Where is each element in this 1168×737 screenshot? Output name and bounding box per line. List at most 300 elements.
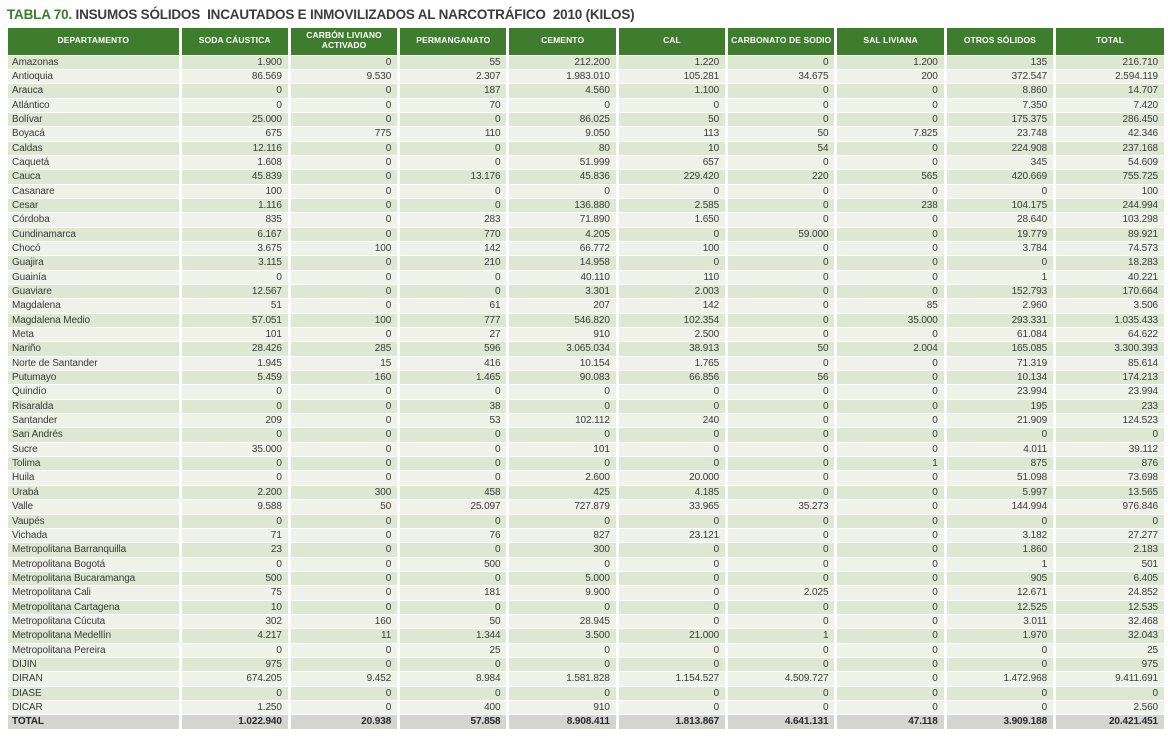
table-cell: 3.909.188: [945, 715, 1054, 729]
table-cell: 13.565: [1055, 485, 1164, 499]
row-label: Atlántico: [8, 98, 180, 112]
table-cell: 0: [617, 686, 726, 700]
table-cell: 0: [727, 686, 836, 700]
table-cell: 0: [727, 514, 836, 528]
table-cell: 1.465: [399, 371, 508, 385]
table-cell: 0: [836, 155, 945, 169]
table-cell: 2.585: [617, 198, 726, 212]
table-row-norte-de-santander: [8, 356, 1164, 370]
row-label: Amazonas: [8, 55, 180, 69]
table-row-amazonas: [8, 55, 1164, 69]
table-row-sucre: [8, 442, 1164, 456]
table-cell: 3.300.393: [1055, 342, 1164, 356]
table-cell: 0: [727, 299, 836, 313]
table-row-dijin: [8, 657, 1164, 671]
table-cell: 0: [180, 514, 289, 528]
row-label: Metropolitana Barranquilla: [8, 543, 180, 557]
table-cell: 195: [945, 399, 1054, 413]
table-cell: 25: [399, 643, 508, 657]
table-cell: 35.000: [836, 313, 945, 327]
table-cell: 0: [617, 514, 726, 528]
table-cell: 0: [836, 686, 945, 700]
row-label: Vichada: [8, 528, 180, 542]
table-row-antioquia: [8, 69, 1164, 83]
table-cell: 4.217: [180, 629, 289, 643]
table-cell: 1.022.940: [180, 715, 289, 729]
table-row-metropolitana-cali: [8, 586, 1164, 600]
table-cell: 7.350: [945, 98, 1054, 112]
table-cell: 0: [180, 471, 289, 485]
column-header-permanganato: PERMANGANATO: [399, 28, 508, 55]
table-row-cesar: [8, 198, 1164, 212]
table-cell: 0: [727, 528, 836, 542]
table-cell: 71.890: [508, 213, 617, 227]
row-label: Metropolitana Bogotá: [8, 557, 180, 571]
table-row-narino: [8, 342, 1164, 356]
table-cell: 1.765: [617, 356, 726, 370]
table-cell: 0: [289, 270, 398, 284]
table-cell: 75: [180, 586, 289, 600]
row-label: Metropolitana Bucaramanga: [8, 571, 180, 585]
table-cell: 7.420: [1055, 98, 1164, 112]
table-cell: 3.011: [945, 614, 1054, 628]
table-cell: 0: [617, 227, 726, 241]
table-cell: 216.710: [1055, 55, 1164, 69]
row-label: Putumayo: [8, 371, 180, 385]
table-cell: 674.205: [180, 672, 289, 686]
table-cell: 200: [836, 69, 945, 83]
table-cell: 0: [617, 643, 726, 657]
table-cell: 0: [180, 399, 289, 413]
table-cell: 0: [180, 686, 289, 700]
table-cell: 0: [727, 184, 836, 198]
table-cell: 40.110: [508, 270, 617, 284]
table-cell: 975: [180, 657, 289, 671]
table-row-huila: [8, 471, 1164, 485]
table-cell: 9.452: [289, 672, 398, 686]
table-cell: 0: [727, 399, 836, 413]
table-cell: 775: [289, 127, 398, 141]
table-cell: 0: [289, 84, 398, 98]
table-cell: 0: [289, 700, 398, 714]
row-label: Arauca: [8, 84, 180, 98]
row-label: DICAR: [8, 700, 180, 714]
table-cell: 14.707: [1055, 84, 1164, 98]
table-cell: 45.836: [508, 170, 617, 184]
table-cell: 19.779: [945, 227, 1054, 241]
table-cell: 0: [289, 98, 398, 112]
table-cell: 0: [727, 643, 836, 657]
table-cell: 0: [289, 213, 398, 227]
table-cell: 0: [727, 84, 836, 98]
table-cell: 25: [1055, 643, 1164, 657]
table-body: [8, 55, 1164, 729]
table-cell: 905: [945, 571, 1054, 585]
table-cell: 420.669: [945, 170, 1054, 184]
table-cell: 10: [617, 141, 726, 155]
table-cell: 40.221: [1055, 270, 1164, 284]
table-cell: 0: [508, 428, 617, 442]
table-row-arauca: [8, 84, 1164, 98]
table-cell: 50: [727, 342, 836, 356]
table-cell: 10.154: [508, 356, 617, 370]
row-label: Metropolitana Cúcuta: [8, 614, 180, 628]
table-cell: 2.600: [508, 471, 617, 485]
row-label: Chocó: [8, 241, 180, 255]
table-cell: 0: [836, 414, 945, 428]
table-cell: 9.530: [289, 69, 398, 83]
row-label: Magdalena: [8, 299, 180, 313]
table-cell: 210: [399, 256, 508, 270]
table-cell: 770: [399, 227, 508, 241]
table-cell: 0: [617, 399, 726, 413]
row-label: Valle: [8, 500, 180, 514]
row-label: Huila: [8, 471, 180, 485]
table-cell: 0: [945, 184, 1054, 198]
table-cell: 12.116: [180, 141, 289, 155]
table-cell: 0: [836, 543, 945, 557]
table-cell: 0: [508, 657, 617, 671]
table-cell: 50: [399, 614, 508, 628]
table-cell: 0: [508, 514, 617, 528]
table-row-cundinamarca: [8, 227, 1164, 241]
column-header-departamento: DEPARTAMENTO: [8, 28, 180, 55]
table-cell: 0: [836, 571, 945, 585]
table-cell: 100: [289, 241, 398, 255]
table-cell: 238: [836, 198, 945, 212]
table-cell: 300: [289, 485, 398, 499]
table-row-metropolitana-barranquilla: [8, 543, 1164, 557]
table-cell: 0: [836, 241, 945, 255]
table-cell: 0: [289, 399, 398, 413]
table-cell: 0: [617, 657, 726, 671]
table-cell: 85.614: [1055, 356, 1164, 370]
table-cell: 35.000: [180, 442, 289, 456]
row-label: Santander: [8, 414, 180, 428]
row-label: Sucre: [8, 442, 180, 456]
table-cell: 187: [399, 84, 508, 98]
table-cell: 105.281: [617, 69, 726, 83]
table-cell: 0: [727, 270, 836, 284]
table-cell: 38.913: [617, 342, 726, 356]
table-cell: 100: [1055, 184, 1164, 198]
table-cell: 244.994: [1055, 198, 1164, 212]
table-cell: 21.909: [945, 414, 1054, 428]
table-cell: 0: [836, 328, 945, 342]
table-cell: 0: [945, 514, 1054, 528]
table-cell: 400: [399, 700, 508, 714]
table-cell: 33.965: [617, 500, 726, 514]
table-cell: 71: [180, 528, 289, 542]
table-cell: 0: [508, 686, 617, 700]
table-cell: 5.997: [945, 485, 1054, 499]
table-cell: 0: [180, 457, 289, 471]
table-cell: 0: [727, 98, 836, 112]
table-cell: 2.200: [180, 485, 289, 499]
table-cell: 15: [289, 356, 398, 370]
table-cell: 0: [1055, 686, 1164, 700]
table-cell: 0: [508, 600, 617, 614]
table-cell: 0: [289, 686, 398, 700]
table-cell: 0: [399, 141, 508, 155]
table-cell: 240: [617, 414, 726, 428]
table-cell: 0: [1055, 428, 1164, 442]
table-cell: 0: [727, 614, 836, 628]
table-row-diase: [8, 686, 1164, 700]
header-row: [8, 28, 1164, 55]
table-cell: 73.698: [1055, 471, 1164, 485]
table-cell: 0: [836, 500, 945, 514]
table-header: [8, 28, 1164, 55]
row-label: San Andrés: [8, 428, 180, 442]
table-cell: 102.112: [508, 414, 617, 428]
table-cell: 0: [180, 270, 289, 284]
table-cell: 61.084: [945, 328, 1054, 342]
table-cell: 0: [836, 629, 945, 643]
table-cell: 0: [617, 184, 726, 198]
table-cell: 286.450: [1055, 112, 1164, 126]
table-cell: 212.200: [508, 55, 617, 69]
column-header-total: TOTAL: [1055, 28, 1164, 55]
table-number-label: TABLA 70.: [7, 7, 72, 22]
table-cell: 0: [836, 528, 945, 542]
table-cell: 1.472.968: [945, 672, 1054, 686]
table-cell: 54.609: [1055, 155, 1164, 169]
table-cell: 1.945: [180, 356, 289, 370]
table-cell: 372.547: [945, 69, 1054, 83]
table-cell: 24.852: [1055, 586, 1164, 600]
table-cell: 229.420: [617, 170, 726, 184]
table-cell: 976.846: [1055, 500, 1164, 514]
table-cell: 11: [289, 629, 398, 643]
table-cell: 23: [180, 543, 289, 557]
table-cell: 0: [727, 198, 836, 212]
row-label: Magdalena Medio: [8, 313, 180, 327]
table-cell: 0: [508, 399, 617, 413]
table-cell: 7.825: [836, 127, 945, 141]
table-cell: 0: [727, 414, 836, 428]
table-cell: 142: [399, 241, 508, 255]
table-cell: 51.098: [945, 471, 1054, 485]
table-cell: 0: [727, 485, 836, 499]
table-cell: 38: [399, 399, 508, 413]
table-cell: 3.506: [1055, 299, 1164, 313]
table-cell: 0: [836, 399, 945, 413]
table-cell: 0: [399, 471, 508, 485]
table-cell: 2.500: [617, 328, 726, 342]
table-cell: 0: [399, 600, 508, 614]
table-cell: 0: [836, 112, 945, 126]
table-cell: 1.200: [836, 55, 945, 69]
table-cell: 4.509.727: [727, 672, 836, 686]
table-cell: 0: [399, 198, 508, 212]
row-label: DIJIN: [8, 657, 180, 671]
table-cell: 102.354: [617, 313, 726, 327]
table-cell: 0: [836, 141, 945, 155]
column-header-otros-solidos: OTROS SÓLIDOS: [945, 28, 1054, 55]
table-row-metropolitana-pereira: [8, 643, 1164, 657]
table-cell: 0: [508, 385, 617, 399]
table-cell: 0: [399, 112, 508, 126]
table-cell: 170.664: [1055, 285, 1164, 299]
table-cell: 50: [727, 127, 836, 141]
table-cell: 104.175: [945, 198, 1054, 212]
table-cell: 1.220: [617, 55, 726, 69]
table-cell: 416: [399, 356, 508, 370]
table-cell: 875: [945, 457, 1054, 471]
table-cell: 209: [180, 414, 289, 428]
table-row-metropolitana-cartagena: [8, 600, 1164, 614]
table-cell: 34.675: [727, 69, 836, 83]
table-cell: 54: [727, 141, 836, 155]
row-label: Cundinamarca: [8, 227, 180, 241]
table-cell: 0: [836, 385, 945, 399]
table-row-cauca: [8, 170, 1164, 184]
table-cell: 0: [727, 328, 836, 342]
table-cell: 0: [836, 98, 945, 112]
table-cell: 0: [617, 600, 726, 614]
table-cell: 1.116: [180, 198, 289, 212]
table-cell: 4.011: [945, 442, 1054, 456]
table-cell: 0: [289, 457, 398, 471]
row-label: Cauca: [8, 170, 180, 184]
table-row-valle: [8, 500, 1164, 514]
table-cell: 80: [508, 141, 617, 155]
table-cell: 23.994: [945, 385, 1054, 399]
table-cell: 0: [617, 543, 726, 557]
table-cell: 0: [289, 256, 398, 270]
table-cell: 0: [617, 385, 726, 399]
table-row-caqueta: [8, 155, 1164, 169]
table-cell: 59.000: [727, 227, 836, 241]
table-row-cordoba: [8, 213, 1164, 227]
table-cell: 0: [617, 700, 726, 714]
table-cell: 657: [617, 155, 726, 169]
table-cell: 0: [289, 385, 398, 399]
table-cell: 0: [180, 84, 289, 98]
table-cell: 458: [399, 485, 508, 499]
table-cell: 0: [836, 184, 945, 198]
table-cell: 9.588: [180, 500, 289, 514]
row-label: Nariño: [8, 342, 180, 356]
table-cell: 0: [289, 514, 398, 528]
table-cell: 2.183: [1055, 543, 1164, 557]
table-cell: 64.622: [1055, 328, 1164, 342]
table-cell: 55: [399, 55, 508, 69]
table-cell: 0: [727, 543, 836, 557]
table-cell: 0: [399, 155, 508, 169]
table-row-choco: [8, 241, 1164, 255]
table-cell: 0: [399, 270, 508, 284]
table-cell: 876: [1055, 457, 1164, 471]
table-cell: 0: [399, 686, 508, 700]
table-cell: 0: [399, 457, 508, 471]
table-cell: 5.000: [508, 571, 617, 585]
table-cell: 47.118: [836, 715, 945, 729]
table-cell: 0: [727, 241, 836, 255]
table-cell: 32.043: [1055, 629, 1164, 643]
table-cell: 0: [289, 299, 398, 313]
table-cell: 0: [399, 385, 508, 399]
table-cell: 0: [727, 442, 836, 456]
table-row-casanare: [8, 184, 1164, 198]
table-cell: 233: [1055, 399, 1164, 413]
table-cell: 4.560: [508, 84, 617, 98]
table-cell: 32.468: [1055, 614, 1164, 628]
table-cell: 12.671: [945, 586, 1054, 600]
table-cell: 51: [180, 299, 289, 313]
table-cell: 1.035.433: [1055, 313, 1164, 327]
row-label: Urabá: [8, 485, 180, 499]
table-cell: 1.608: [180, 155, 289, 169]
table-cell: 0: [617, 457, 726, 471]
table-cell: 66.772: [508, 241, 617, 255]
table-cell: 345: [945, 155, 1054, 169]
table-cell: 0: [399, 428, 508, 442]
table-cell: 113: [617, 127, 726, 141]
table-cell: 23.994: [1055, 385, 1164, 399]
table-cell: 1.813.867: [617, 715, 726, 729]
table-cell: 10: [180, 600, 289, 614]
table-cell: 0: [836, 428, 945, 442]
table-cell: 28.945: [508, 614, 617, 628]
table-title: [6, 5, 1162, 28]
table-cell: 0: [617, 586, 726, 600]
table-cell: 0: [727, 213, 836, 227]
table-cell: 0: [508, 184, 617, 198]
table-cell: 0: [180, 428, 289, 442]
table-cell: 1: [945, 270, 1054, 284]
table-row-metropolitana-bucaramanga: [8, 571, 1164, 585]
table-cell: 25.097: [399, 500, 508, 514]
column-header-soda-caustica: SODA CÁUSTICA: [180, 28, 289, 55]
table-cell: 0: [945, 686, 1054, 700]
table-row-boyaca: [8, 127, 1164, 141]
table-cell: 2.960: [945, 299, 1054, 313]
table-cell: 237.168: [1055, 141, 1164, 155]
table-cell: 425: [508, 485, 617, 499]
table-cell: 21.000: [617, 629, 726, 643]
table-cell: 100: [180, 184, 289, 198]
table-cell: 0: [399, 514, 508, 528]
table-row-diran: [8, 672, 1164, 686]
table-cell: 13.176: [399, 170, 508, 184]
row-label: Norte de Santander: [8, 356, 180, 370]
table-cell: 0: [836, 371, 945, 385]
row-label: DIRAN: [8, 672, 180, 686]
table-cell: 3.675: [180, 241, 289, 255]
table-row-santander: [8, 414, 1164, 428]
row-label: Caquetá: [8, 155, 180, 169]
table-cell: 0: [945, 657, 1054, 671]
table-cell: 18.283: [1055, 256, 1164, 270]
table-cell: 50: [289, 500, 398, 514]
table-cell: 0: [836, 84, 945, 98]
table-cell: 827: [508, 528, 617, 542]
table-cell: 0: [727, 657, 836, 671]
table-cell: 220: [727, 170, 836, 184]
table-cell: 302: [180, 614, 289, 628]
table-row-caldas: [8, 141, 1164, 155]
table-cell: 910: [508, 328, 617, 342]
table-cell: 42.346: [1055, 127, 1164, 141]
insumos-solidos-table: [8, 28, 1164, 729]
row-label: Guaviare: [8, 285, 180, 299]
table-cell: 0: [727, 385, 836, 399]
table-cell: 57.858: [399, 715, 508, 729]
table-row-guaviare: [8, 285, 1164, 299]
table-cell: 12.535: [1055, 600, 1164, 614]
